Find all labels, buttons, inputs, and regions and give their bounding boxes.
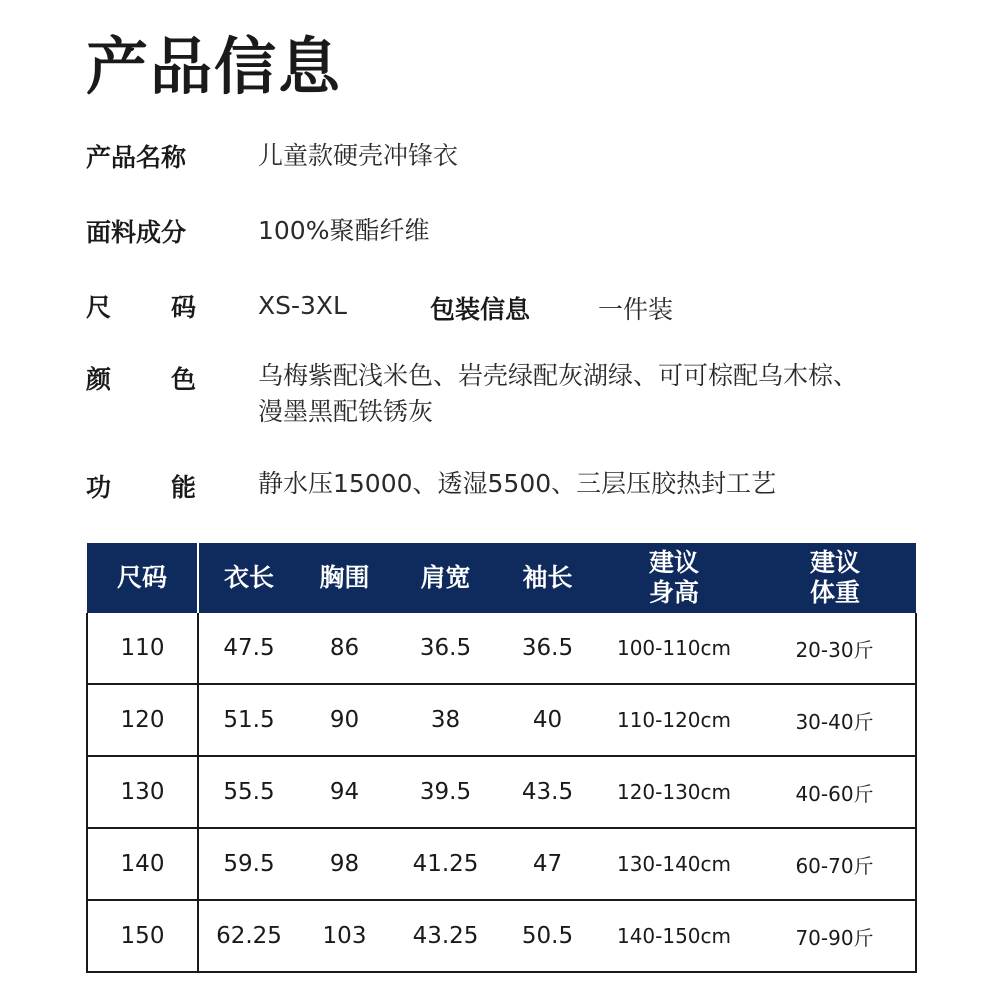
cell-shoulder: 38 [390,684,501,756]
cell-height: 100-110cm [594,613,754,684]
color-label-char-1: 颜 [86,365,112,394]
cell-height: 130-140cm [594,828,754,900]
cell-sleeve: 40 [501,684,594,756]
cell-shoulder: 43.25 [390,900,501,972]
cell-weight: 70-90斤 [754,900,916,972]
header-weight-line-1: 建议 [809,548,860,577]
header-shoulder: 肩宽 [390,543,501,613]
cell-shoulder: 41.25 [390,828,501,900]
fabric-value: 100%聚酯纤维 [258,216,430,245]
cell-sleeve: 50.5 [501,900,594,972]
color-value-line-2: 漫墨黑配铁锈灰 [258,397,434,426]
fabric-label: 面料成分 [86,218,187,247]
cell-length: 55.5 [198,756,299,828]
size-value: XS-3XL [258,291,347,320]
cell-length: 47.5 [198,613,299,684]
table-header-row [87,543,916,613]
cell-chest: 98 [299,828,390,900]
page-title: 产品信息 [86,30,343,103]
cell-size: 140 [87,828,198,900]
color-label [86,360,196,396]
cell-height: 110-120cm [594,684,754,756]
function-label-char-2: 能 [170,473,196,502]
cell-size: 110 [87,613,198,684]
cell-height: 140-150cm [594,900,754,972]
cell-shoulder: 39.5 [390,756,501,828]
cell-sleeve: 36.5 [501,613,594,684]
cell-sleeve: 43.5 [501,756,594,828]
product-name-label: 产品名称 [86,143,187,172]
header-length: 衣长 [198,543,299,613]
header-weight [754,543,916,613]
packaging-value: 一件装 [598,295,674,324]
cell-sleeve: 47 [501,828,594,900]
product-name-value: 儿童款硬壳冲锋衣 [258,141,459,170]
table-row [87,900,916,972]
cell-shoulder: 36.5 [390,613,501,684]
color-label-char-2: 色 [170,365,196,394]
cell-height: 120-130cm [594,756,754,828]
header-chest: 胸围 [299,543,390,613]
cell-chest: 94 [299,756,390,828]
size-table [86,543,917,973]
color-value [258,358,948,430]
function-value: 静水压15000、透湿5500、三层压胶热封工艺 [258,469,777,498]
cell-weight: 60-70斤 [754,828,916,900]
cell-chest: 103 [299,900,390,972]
cell-size: 120 [87,684,198,756]
cell-length: 51.5 [198,684,299,756]
cell-weight: 20-30斤 [754,613,916,684]
size-label [86,288,196,324]
table-row [87,756,916,828]
header-weight-line-2: 体重 [809,578,860,607]
cell-size: 130 [87,756,198,828]
cell-weight: 30-40斤 [754,684,916,756]
table-row [87,613,916,684]
header-height [594,543,754,613]
table-row [87,684,916,756]
cell-length: 59.5 [198,828,299,900]
cell-length: 62.25 [198,900,299,972]
table-row [87,828,916,900]
cell-chest: 86 [299,613,390,684]
header-sleeve: 袖长 [501,543,594,613]
packaging-label: 包装信息 [430,295,531,324]
cell-weight: 40-60斤 [754,756,916,828]
header-size: 尺码 [87,543,198,613]
cell-size: 150 [87,900,198,972]
header-height-line-1: 建议 [648,548,699,577]
size-label-char-1: 尺 [86,293,112,322]
header-height-line-2: 身高 [648,578,699,607]
cell-chest: 90 [299,684,390,756]
size-label-char-2: 码 [170,293,196,322]
function-label [86,468,196,504]
function-label-char-1: 功 [86,473,112,502]
color-value-line-1: 乌梅紫配浅米色、岩壳绿配灰湖绿、可可棕配乌木棕、 [258,361,859,390]
